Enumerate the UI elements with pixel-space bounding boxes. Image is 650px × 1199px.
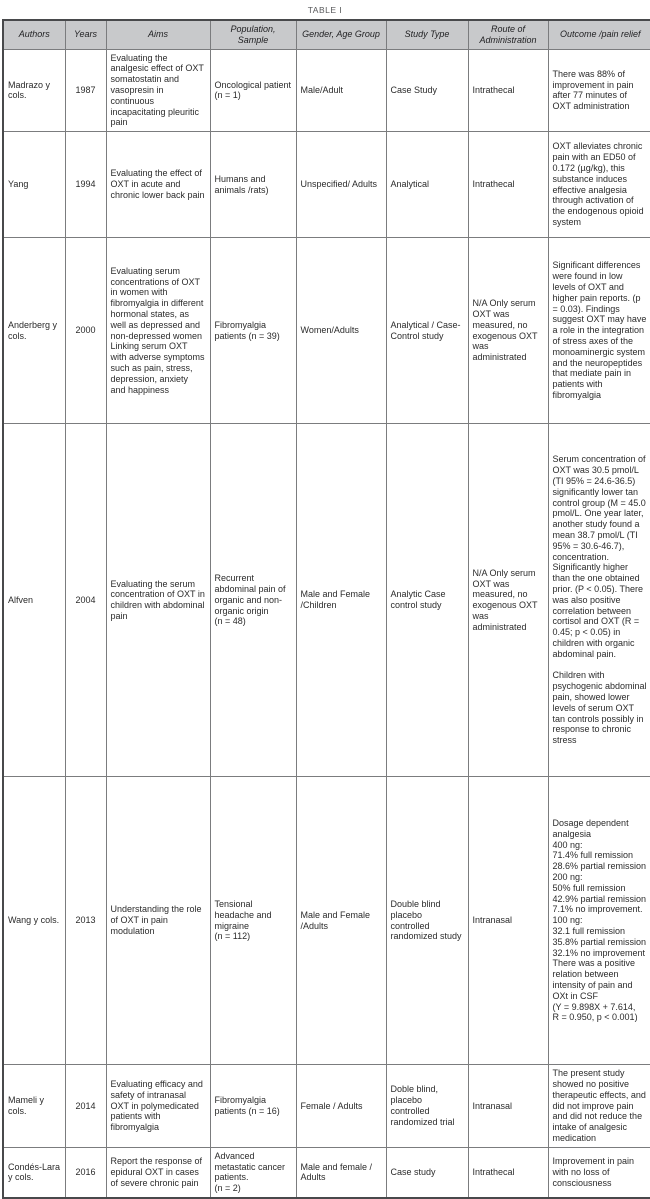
- column-header-gender: Gender, Age Group: [296, 20, 386, 49]
- cell-route: Intrathecal: [468, 1147, 548, 1198]
- cell-population: Humans and animals /rats): [210, 132, 296, 238]
- cell-gender: Male/Adult: [296, 49, 386, 132]
- cell-study_type: Case study: [386, 1147, 468, 1198]
- cell-outcome: Serum concentration of OXT was 30.5 pmol/L (TI 95% = 24.6-36.5) significantly lower tan control group (M = 45.0 pmol/L. One year later, another study found a mean 38.7 pmol/L (TI 95% = 30.6-46.7), concentration. Significantly higher than the one obtained prior. (P < 0.05). There was also positive correlation between cortisol and OXT (R = 0.45; p < 0.05) in children with organic abdominal pain. Children with psychogenic abdominal pain, showed lower levels of serum OXT tan controls possibly in response to chronic stress: [548, 424, 650, 777]
- column-header-population: Population, Sample: [210, 20, 296, 49]
- cell-population: Fibromyalgia patients (n = 16): [210, 1065, 296, 1148]
- header-row: [3, 20, 650, 49]
- cell-authors: Anderberg y cols.: [3, 238, 65, 424]
- cell-aims: Understanding the role of OXT in pain modulation: [106, 777, 210, 1065]
- column-header-outcome: Outcome /pain relief: [548, 20, 650, 49]
- cell-route: Intrathecal: [468, 132, 548, 238]
- cell-study_type: Double blind placebo controlled randomized study: [386, 777, 468, 1065]
- cell-years: 2016: [65, 1147, 106, 1198]
- column-header-route: Route of Administration: [468, 20, 548, 49]
- cell-authors: Madrazo y cols.: [3, 49, 65, 132]
- study-table: [2, 19, 650, 1199]
- cell-route: Intranasal: [468, 1065, 548, 1148]
- cell-aims: Evaluating the serum concentration of OXT in children with abdominal pain: [106, 424, 210, 777]
- cell-population: Advanced metastatic cancer patients. (n = 2): [210, 1147, 296, 1198]
- column-header-years: Years: [65, 20, 106, 49]
- cell-gender: Male and Female /Adults: [296, 777, 386, 1065]
- cell-years: 1987: [65, 49, 106, 132]
- table-row: [3, 132, 650, 238]
- cell-aims: Evaluating the effect of OXT in acute and chronic lower back pain: [106, 132, 210, 238]
- table-row: [3, 1147, 650, 1198]
- cell-study_type: Analytical / Case-Control study: [386, 238, 468, 424]
- cell-population: Tensional headache and migraine (n = 112): [210, 777, 296, 1065]
- cell-outcome: OXT alleviates chronic pain with an ED50 of 0.172 (µg/kg), this substance induces effective analgesia through activation of the endogenous opioid system: [548, 132, 650, 238]
- cell-aims: Evaluating efficacy and safety of intranasal OXT in polymedicated patients with fibromyalgia: [106, 1065, 210, 1148]
- column-header-authors: Authors: [3, 20, 65, 49]
- cell-aims: Evaluating serum concentrations of OXT in women with fibromyalgia in different hormonal states, as well as depressed and non-depressed women Linking serum OXT with adverse symptoms such as pain, stress, depression, anxiety and happiness: [106, 238, 210, 424]
- cell-authors: Wang y cols.: [3, 777, 65, 1065]
- cell-gender: Male and Female /Children: [296, 424, 386, 777]
- cell-study_type: Case Study: [386, 49, 468, 132]
- cell-route: N/A Only serum OXT was measured, no exogenous OXT was administrated: [468, 424, 548, 777]
- cell-route: N/A Only serum OXT was measured, no exogenous OXT was administrated: [468, 238, 548, 424]
- cell-gender: Women/Adults: [296, 238, 386, 424]
- cell-study_type: Analytic Case control study: [386, 424, 468, 777]
- table-row: [3, 1065, 650, 1148]
- cell-years: 2014: [65, 1065, 106, 1148]
- cell-population: Recurrent abdominal pain of organic and non-organic origin (n = 48): [210, 424, 296, 777]
- table-body: [3, 49, 650, 1198]
- cell-outcome: The present study showed no positive therapeutic effects, and did not improve pain and did not reduce the intake of analgesic medication: [548, 1065, 650, 1148]
- cell-gender: Male and female / Adults: [296, 1147, 386, 1198]
- cell-outcome: Significant differences were found in low levels of OXT and higher pain reports. (p = 0.03). Findings suggest OXT may have a role in the integration of stress axes of the monoaminergic system and the neuropeptides that mediate pain in patients with fibromyalgia: [548, 238, 650, 424]
- table-row: [3, 49, 650, 132]
- cell-route: Intrathecal: [468, 49, 548, 132]
- table-row: [3, 238, 650, 424]
- column-header-aims: Aims: [106, 20, 210, 49]
- cell-study_type: Doble blind, placebo controlled randomized trial: [386, 1065, 468, 1148]
- cell-population: Fibromyalgia patients (n = 39): [210, 238, 296, 424]
- cell-route: Intranasal: [468, 777, 548, 1065]
- column-header-study_type: Study Type: [386, 20, 468, 49]
- cell-authors: Alfven: [3, 424, 65, 777]
- cell-gender: Unspecified/ Adults: [296, 132, 386, 238]
- cell-authors: Condés-Lara y cols.: [3, 1147, 65, 1198]
- cell-authors: Yang: [3, 132, 65, 238]
- table-row: [3, 424, 650, 777]
- cell-years: 2013: [65, 777, 106, 1065]
- cell-years: 1994: [65, 132, 106, 238]
- cell-gender: Female / Adults: [296, 1065, 386, 1148]
- cell-outcome: Dosage dependent analgesia 400 ng: 71.4% full remission 28.6% partial remission 200 ng: 50% full remission 42.9% partial remission 7.1% no improvement. 100 ng: 32.1 full remission 35.8% partial remission 32.1% no improvement There was a positive relation between intensity of pain and OXt in CSF (Y = 9.898X + 7.614, R = 0.950, p < 0.001): [548, 777, 650, 1065]
- cell-authors: Mameli y cols.: [3, 1065, 65, 1148]
- cell-aims: Evaluating the analgesic effect of OXT somatostatin and vasopresin in continuous incapacitating pleuritic pain: [106, 49, 210, 132]
- cell-years: 2000: [65, 238, 106, 424]
- cell-study_type: Analytical: [386, 132, 468, 238]
- cell-outcome: Improvement in pain with no loss of consciousness: [548, 1147, 650, 1198]
- cell-years: 2004: [65, 424, 106, 777]
- table-row: [3, 777, 650, 1065]
- cell-outcome: There was 88% of improvement in pain after 77 minutes of OXT administration: [548, 49, 650, 132]
- table-title: TABLE I: [307, 5, 343, 15]
- cell-aims: Report the response of epidural OXT in cases of severe chronic pain: [106, 1147, 210, 1198]
- cell-population: Oncological patient (n = 1): [210, 49, 296, 132]
